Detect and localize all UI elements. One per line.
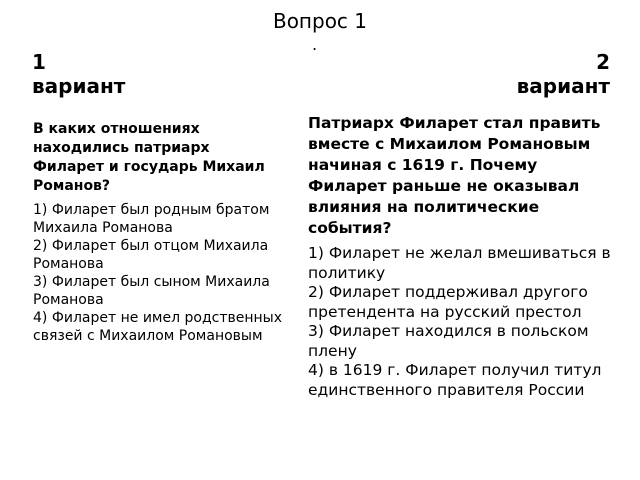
variant-2-column [308,113,613,400]
variant-2-word: вариант [516,74,610,98]
variant-1-column [33,120,283,345]
variant-2-number: 2 [596,50,610,74]
slide-title: Вопрос 1 [272,9,368,33]
variant-2-option-2: 2) Филарет поддерживал другого претендента на русский престол [308,283,588,321]
variant-1-number: 1 [32,50,46,74]
variant-1-option-3: 3) Филарет был сыном Михаила Романова [33,274,270,308]
variant-1-option-2: 2) Филарет был отцом Михаила Романова [33,238,269,272]
variant-2-option-3: 3) Филарет находился в польском плену [308,322,589,360]
title-dot: . [312,35,318,54]
variant-1-options [33,201,283,345]
variant-2-option-4: 4) в 1619 г. Филарет получил титул единственного правителя России [308,361,602,399]
variant-2-heading [517,50,610,98]
variant-1-word: вариант [32,74,126,98]
variant-1-option-1: 1) Филарет был родным братом Михаила Романова [33,202,270,236]
variant-1-option-4: 4) Филарет не имел родственных связей с Михаилом Романовым [33,310,282,344]
variant-2-option-1: 1) Филарет не желал вмешиваться в политику [308,244,611,282]
variant-2-question: Патриарх Филарет стал править вместе с Михаилом Романовым начиная с 1619 г. Почему Филарет раньше не оказывал влияния на политические события? [308,114,601,237]
variant-1-question: В каких отношениях находились патриарх Филарет и государь Михаил Романов? [33,121,265,194]
variant-1-heading [32,50,125,98]
variant-2-options [308,244,613,400]
